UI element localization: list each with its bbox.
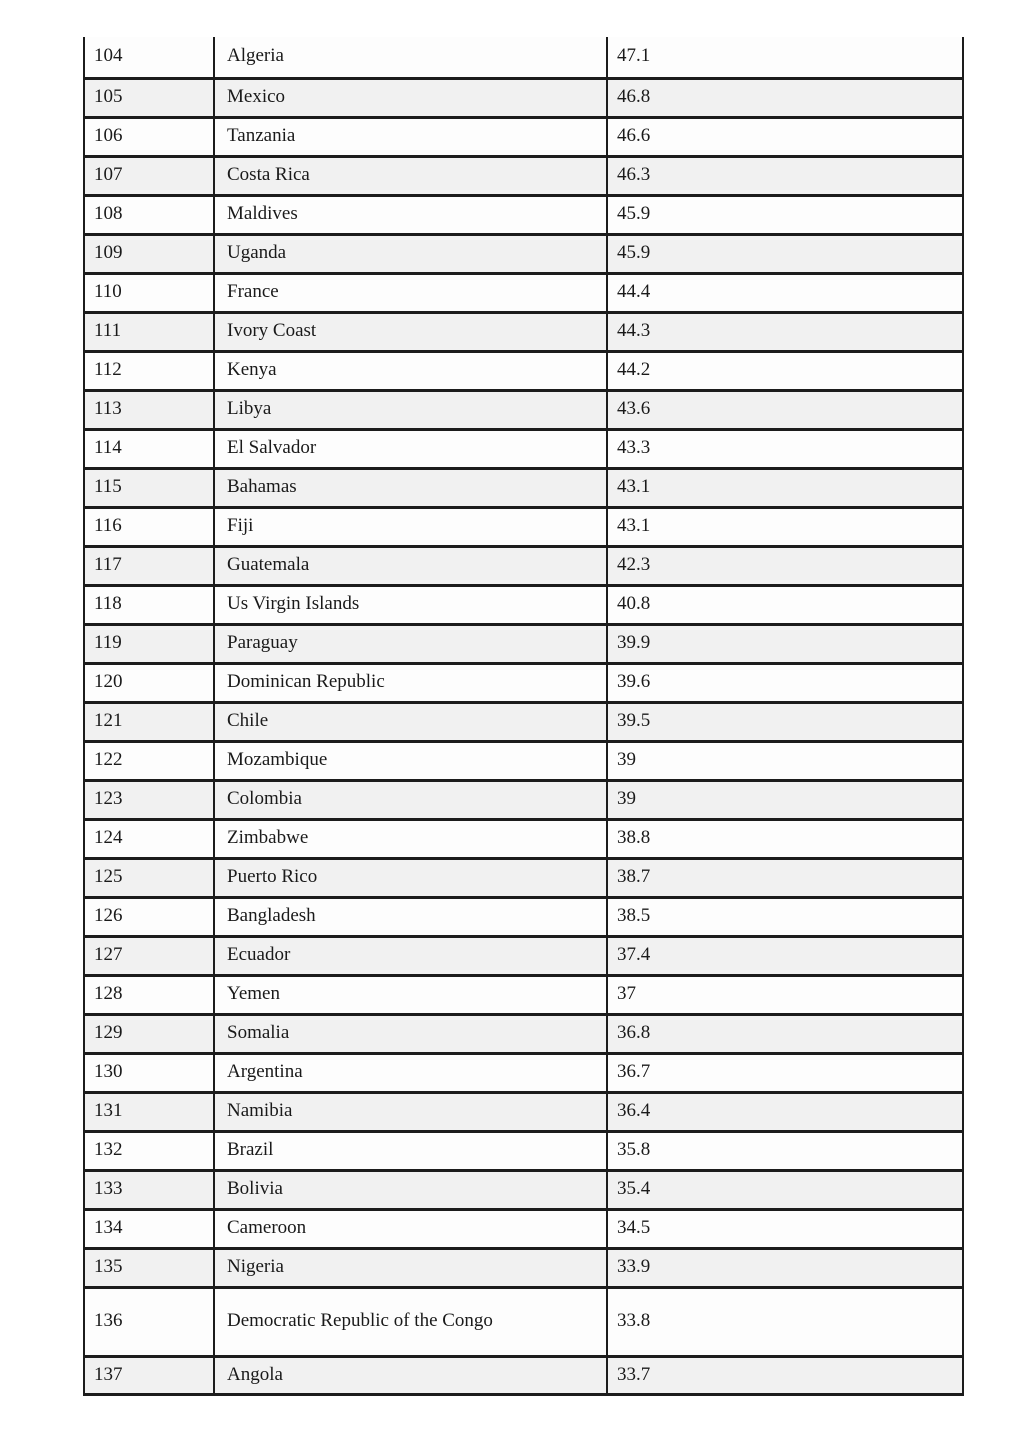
- country-cell: Bangladesh: [214, 897, 607, 936]
- country-cell: Colombia: [214, 780, 607, 819]
- table-row: [84, 546, 963, 585]
- value-cell: 44.3: [607, 312, 963, 351]
- table-row: [84, 429, 963, 468]
- rank-cell: 121: [84, 702, 214, 741]
- rank-cell: 133: [84, 1170, 214, 1209]
- rank-cell: 125: [84, 858, 214, 897]
- value-cell: 35.8: [607, 1131, 963, 1170]
- rank-cell: 128: [84, 975, 214, 1014]
- country-cell: Kenya: [214, 351, 607, 390]
- rank-cell: 105: [84, 78, 214, 117]
- value-cell: 45.9: [607, 195, 963, 234]
- country-cell: Angola: [214, 1356, 607, 1394]
- rank-cell: 106: [84, 117, 214, 156]
- value-cell: 35.4: [607, 1170, 963, 1209]
- rank-cell: 136: [84, 1287, 214, 1356]
- value-cell: 36.8: [607, 1014, 963, 1053]
- value-cell: 34.5: [607, 1209, 963, 1248]
- table-row: [84, 1248, 963, 1287]
- rank-cell: 112: [84, 351, 214, 390]
- rank-cell: 134: [84, 1209, 214, 1248]
- value-cell: 39: [607, 780, 963, 819]
- rank-cell: 104: [84, 37, 214, 78]
- country-cell: Maldives: [214, 195, 607, 234]
- table-row: [84, 195, 963, 234]
- table-row: [84, 1092, 963, 1131]
- rank-cell: 126: [84, 897, 214, 936]
- value-cell: 43.3: [607, 429, 963, 468]
- country-cell: Ivory Coast: [214, 312, 607, 351]
- table-row: [84, 1053, 963, 1092]
- table-row: [84, 156, 963, 195]
- rankings-table: [83, 37, 964, 1396]
- table-row: [84, 1356, 963, 1394]
- value-cell: 46.8: [607, 78, 963, 117]
- rank-cell: 123: [84, 780, 214, 819]
- country-cell: France: [214, 273, 607, 312]
- table-row: [84, 585, 963, 624]
- value-cell: 38.8: [607, 819, 963, 858]
- value-cell: 33.7: [607, 1356, 963, 1394]
- country-cell: Ecuador: [214, 936, 607, 975]
- table-row: [84, 741, 963, 780]
- rank-cell: 120: [84, 663, 214, 702]
- country-cell: Nigeria: [214, 1248, 607, 1287]
- value-cell: 43.1: [607, 468, 963, 507]
- table-row: [84, 78, 963, 117]
- country-cell: Uganda: [214, 234, 607, 273]
- rank-cell: 135: [84, 1248, 214, 1287]
- country-cell: Democratic Republic of the Congo: [214, 1287, 607, 1356]
- rank-cell: 117: [84, 546, 214, 585]
- country-cell: Brazil: [214, 1131, 607, 1170]
- value-cell: 44.2: [607, 351, 963, 390]
- table-row: [84, 858, 963, 897]
- table-row: [84, 936, 963, 975]
- rank-cell: 113: [84, 390, 214, 429]
- rank-cell: 122: [84, 741, 214, 780]
- value-cell: 47.1: [607, 37, 963, 78]
- rank-cell: 119: [84, 624, 214, 663]
- rank-cell: 115: [84, 468, 214, 507]
- rankings-table-body: [84, 37, 963, 1394]
- rank-cell: 109: [84, 234, 214, 273]
- table-row: [84, 975, 963, 1014]
- rank-cell: 118: [84, 585, 214, 624]
- country-cell: Tanzania: [214, 117, 607, 156]
- table-row: [84, 507, 963, 546]
- country-cell: Paraguay: [214, 624, 607, 663]
- rank-cell: 131: [84, 1092, 214, 1131]
- value-cell: 43.6: [607, 390, 963, 429]
- table-row: [84, 117, 963, 156]
- country-cell: Bahamas: [214, 468, 607, 507]
- country-cell: Dominican Republic: [214, 663, 607, 702]
- value-cell: 33.8: [607, 1287, 963, 1356]
- value-cell: 46.6: [607, 117, 963, 156]
- value-cell: 40.8: [607, 585, 963, 624]
- table-row: [84, 819, 963, 858]
- value-cell: 44.4: [607, 273, 963, 312]
- country-cell: El Salvador: [214, 429, 607, 468]
- country-cell: Mozambique: [214, 741, 607, 780]
- value-cell: 37: [607, 975, 963, 1014]
- rank-cell: 124: [84, 819, 214, 858]
- table-row: [84, 1014, 963, 1053]
- table-row: [84, 780, 963, 819]
- table-row: [84, 1209, 963, 1248]
- rank-cell: 130: [84, 1053, 214, 1092]
- table-row: [84, 234, 963, 273]
- rank-cell: 114: [84, 429, 214, 468]
- table-row: [84, 273, 963, 312]
- rankings-table-container: [83, 37, 964, 1396]
- rank-cell: 127: [84, 936, 214, 975]
- country-cell: Namibia: [214, 1092, 607, 1131]
- value-cell: 39.5: [607, 702, 963, 741]
- country-cell: Cameroon: [214, 1209, 607, 1248]
- value-cell: 45.9: [607, 234, 963, 273]
- table-row: [84, 468, 963, 507]
- value-cell: 38.5: [607, 897, 963, 936]
- value-cell: 33.9: [607, 1248, 963, 1287]
- table-row: [84, 37, 963, 78]
- table-row: [84, 1131, 963, 1170]
- country-cell: Chile: [214, 702, 607, 741]
- value-cell: 39.6: [607, 663, 963, 702]
- table-row: [84, 1287, 963, 1356]
- rank-cell: 137: [84, 1356, 214, 1394]
- rank-cell: 107: [84, 156, 214, 195]
- value-cell: 46.3: [607, 156, 963, 195]
- rank-cell: 110: [84, 273, 214, 312]
- country-cell: Us Virgin Islands: [214, 585, 607, 624]
- value-cell: 39: [607, 741, 963, 780]
- value-cell: 36.4: [607, 1092, 963, 1131]
- table-row: [84, 663, 963, 702]
- value-cell: 39.9: [607, 624, 963, 663]
- rank-cell: 129: [84, 1014, 214, 1053]
- table-row: [84, 390, 963, 429]
- value-cell: 43.1: [607, 507, 963, 546]
- country-cell: Bolivia: [214, 1170, 607, 1209]
- country-cell: Fiji: [214, 507, 607, 546]
- rank-cell: 132: [84, 1131, 214, 1170]
- value-cell: 36.7: [607, 1053, 963, 1092]
- table-row: [84, 897, 963, 936]
- table-row: [84, 1170, 963, 1209]
- table-row: [84, 312, 963, 351]
- country-cell: Yemen: [214, 975, 607, 1014]
- country-cell: Zimbabwe: [214, 819, 607, 858]
- rank-cell: 108: [84, 195, 214, 234]
- table-row: [84, 702, 963, 741]
- country-cell: Puerto Rico: [214, 858, 607, 897]
- country-cell: Mexico: [214, 78, 607, 117]
- rank-cell: 111: [84, 312, 214, 351]
- table-row: [84, 351, 963, 390]
- country-cell: Somalia: [214, 1014, 607, 1053]
- value-cell: 38.7: [607, 858, 963, 897]
- table-row: [84, 624, 963, 663]
- country-cell: Costa Rica: [214, 156, 607, 195]
- rank-cell: 116: [84, 507, 214, 546]
- country-cell: Libya: [214, 390, 607, 429]
- value-cell: 42.3: [607, 546, 963, 585]
- value-cell: 37.4: [607, 936, 963, 975]
- country-cell: Argentina: [214, 1053, 607, 1092]
- country-cell: Guatemala: [214, 546, 607, 585]
- country-cell: Algeria: [214, 37, 607, 78]
